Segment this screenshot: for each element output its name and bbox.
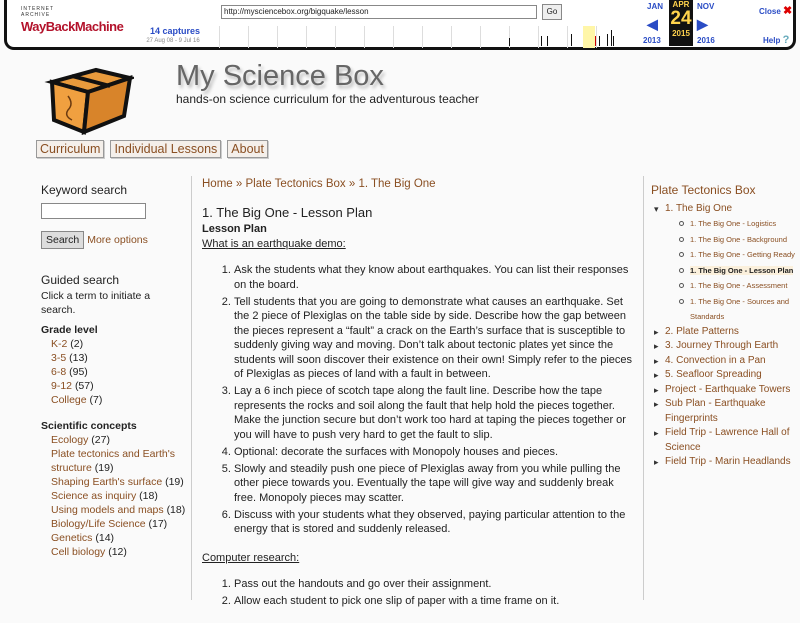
grade-list bbox=[41, 337, 189, 407]
list-item bbox=[51, 503, 189, 517]
prev-arrow-icon[interactable]: ◀ bbox=[647, 16, 658, 32]
term-count: (57) bbox=[74, 380, 94, 392]
term-count: (2) bbox=[70, 338, 84, 350]
term-count: (95) bbox=[69, 366, 88, 378]
capture-sparkline[interactable] bbox=[219, 26, 621, 48]
step-item: 1. Ask the students what they know about earthquakes. You can list their responses on the board. bbox=[234, 263, 634, 292]
capture-tick[interactable] bbox=[547, 36, 548, 46]
guided-search-text: Click a term to initiate a search. bbox=[41, 290, 151, 316]
logo-box-icon[interactable] bbox=[44, 60, 134, 135]
list-item bbox=[51, 393, 189, 407]
step-item: 1. Pass out the handouts and go over their assignment. bbox=[234, 577, 634, 592]
more-options-link[interactable]: More options bbox=[87, 234, 148, 246]
grid-line bbox=[248, 26, 249, 48]
demo-steps bbox=[202, 263, 634, 537]
left-sidebar bbox=[41, 183, 189, 559]
site-title[interactable]: My Science Box bbox=[176, 60, 384, 92]
list-item bbox=[51, 531, 189, 545]
tree-item[interactable] bbox=[651, 339, 796, 354]
term-link[interactable]: 3-5 bbox=[51, 352, 67, 364]
list-item bbox=[51, 545, 189, 559]
tree-item-link[interactable]: Sub Plan - Earthquake Fingerprints bbox=[665, 398, 766, 424]
url-input[interactable]: http://mysciencebox.org/bigquake/lesson bbox=[221, 5, 537, 19]
term-link[interactable]: Cell biology bbox=[51, 546, 106, 558]
grid-line bbox=[306, 26, 307, 48]
concepts-heading: Scientific concepts bbox=[41, 420, 137, 432]
tree-item-link[interactable]: 4. Convection in a Pan bbox=[665, 354, 766, 366]
grid-line bbox=[393, 26, 394, 48]
term-count: (13) bbox=[69, 352, 88, 364]
search-button[interactable]: Search bbox=[41, 231, 84, 249]
nav-curriculum[interactable]: Curriculum bbox=[36, 140, 104, 158]
tree-item[interactable] bbox=[651, 325, 796, 340]
capture-tick[interactable] bbox=[571, 34, 572, 46]
step-item: 4. Optional: decorate the surfaces with Monopoly houses and pieces. bbox=[234, 445, 634, 460]
tree-item[interactable]: ▾ 1. The Big One 1. The Big One - Logistics 1. The Big One - Background 1. The Big One - Getting Ready 1. The Big One - Lesson Plan 1. The Big One - Assessment 1. The Big One - Sources and Standards bbox=[651, 202, 796, 325]
grid-line bbox=[480, 26, 481, 48]
box-heading[interactable]: Plate Tectonics Box bbox=[651, 183, 756, 197]
term-count: (19) bbox=[165, 476, 184, 488]
capture-tick[interactable] bbox=[607, 34, 608, 46]
tree-child-link[interactable]: 1. The Big One - Getting Ready bbox=[690, 250, 795, 259]
list-item bbox=[51, 517, 189, 531]
grid-line bbox=[364, 26, 365, 48]
breadcrumb-lesson[interactable]: 1. The Big One bbox=[358, 178, 436, 190]
page-subtitle: Lesson Plan bbox=[202, 223, 267, 235]
tree-item-link[interactable]: Field Trip - Marin Headlands bbox=[665, 456, 791, 467]
term-link[interactable]: Biology/Life Science bbox=[51, 518, 146, 530]
term-count: (18) bbox=[166, 504, 186, 516]
tree-item[interactable] bbox=[651, 368, 796, 383]
research-steps bbox=[202, 577, 634, 609]
go-button[interactable]: Go bbox=[542, 4, 562, 20]
capture-tick[interactable] bbox=[599, 36, 600, 46]
term-count: (12) bbox=[108, 546, 127, 558]
tree-child-link[interactable]: 1. The Big One - Lesson Plan bbox=[690, 265, 794, 275]
concept-list bbox=[41, 433, 189, 559]
logo-main-text: WayBackMachine bbox=[21, 19, 124, 34]
list-item bbox=[51, 447, 189, 475]
nav-about[interactable]: About bbox=[227, 140, 268, 158]
tree-child[interactable] bbox=[679, 294, 796, 325]
step-item: 2. Allow each student to pick one slip of paper with a time frame on it. bbox=[234, 594, 634, 609]
current-date: APR 24 2015 bbox=[669, 0, 693, 46]
tree-child[interactable] bbox=[679, 232, 796, 248]
capture-tick[interactable] bbox=[509, 38, 510, 46]
main-content bbox=[202, 177, 634, 623]
list-item bbox=[51, 433, 189, 447]
section-heading: What is an earthquake demo: bbox=[202, 237, 346, 250]
term-link[interactable]: 6-8 bbox=[51, 366, 67, 378]
keyword-search-heading: Keyword search bbox=[41, 183, 128, 197]
guided-search-heading: Guided search bbox=[41, 273, 120, 287]
tree-child[interactable] bbox=[679, 216, 796, 232]
next-year[interactable]: 2016 bbox=[697, 36, 715, 45]
main-nav bbox=[36, 140, 268, 158]
tree-child-link[interactable]: 1. The Big One - Background bbox=[690, 234, 788, 244]
tree-item-link[interactable]: 2. Plate Patterns bbox=[665, 325, 739, 337]
grid-line bbox=[277, 26, 278, 48]
tree-item[interactable] bbox=[651, 354, 796, 369]
wayback-toolbar bbox=[4, 0, 796, 50]
term-link[interactable]: Science as inquiry bbox=[51, 490, 137, 502]
term-link[interactable]: Shaping Earth's surface bbox=[51, 476, 163, 488]
tree-child[interactable] bbox=[679, 278, 796, 294]
tree-child-link[interactable]: 1. The Big One - Logistics bbox=[690, 219, 777, 228]
term-link[interactable]: Ecology bbox=[51, 434, 89, 446]
term-link[interactable]: K-2 bbox=[51, 338, 68, 350]
tree-item[interactable] bbox=[651, 455, 796, 470]
close-button[interactable]: Close ✖ bbox=[759, 5, 793, 17]
step-item: 5. Slowly and steadily push one piece of Plexiglas away from you while pulling the other piece towards you. Eventually the tape will give way and suddenly break free. Monopoly pieces may scatter. bbox=[234, 462, 634, 506]
divider bbox=[191, 176, 192, 600]
help-button[interactable]: Help ? bbox=[763, 34, 790, 46]
list-item bbox=[51, 489, 189, 503]
grid-line bbox=[451, 26, 452, 48]
calendar-nav bbox=[643, 0, 727, 48]
term-link[interactable]: College bbox=[51, 394, 87, 406]
term-link[interactable]: Using models and maps bbox=[51, 504, 164, 516]
next-arrow-icon[interactable]: ▶ bbox=[697, 16, 708, 32]
tree-child-link[interactable]: 1. The Big One - Assessment bbox=[690, 281, 788, 290]
grid-line bbox=[422, 26, 423, 48]
tree-item[interactable] bbox=[651, 383, 796, 398]
tree-item[interactable] bbox=[651, 397, 796, 426]
list-item bbox=[51, 337, 189, 351]
next-month-link[interactable]: NOV bbox=[697, 2, 715, 11]
tree-item-link[interactable]: 5. Seafloor Spreading bbox=[665, 369, 762, 380]
site-tagline: hands-on science curriculum for the adventurous teacher bbox=[176, 92, 479, 106]
logo-top-text: INTERNET ARCHIVE bbox=[21, 6, 54, 18]
list-item bbox=[51, 351, 189, 365]
close-icon: ✖ bbox=[783, 5, 793, 17]
term-count: (14) bbox=[95, 532, 115, 544]
term-count: (19) bbox=[94, 462, 114, 474]
tree-child-link[interactable]: 1. The Big One - Sources and Standards bbox=[690, 296, 790, 321]
tree-item[interactable] bbox=[651, 426, 796, 455]
term-link[interactable]: Genetics bbox=[51, 532, 93, 544]
tree-item-link[interactable]: Project - Earthquake Towers bbox=[665, 383, 791, 395]
help-icon: ? bbox=[782, 34, 790, 46]
nav-individual-lessons[interactable]: Individual Lessons bbox=[110, 140, 221, 158]
grid-line bbox=[219, 26, 220, 48]
capture-tick[interactable] bbox=[611, 30, 612, 46]
grade-level-heading: Grade level bbox=[41, 324, 98, 336]
capture-tick[interactable] bbox=[541, 36, 542, 46]
tree-child[interactable] bbox=[679, 263, 796, 279]
term-count: (7) bbox=[89, 394, 103, 406]
right-sidebar bbox=[651, 183, 796, 470]
captures-link[interactable]: 14 captures bbox=[149, 26, 201, 36]
step-item: 2. Tell students that you are going to demonstrate what causes an earthquake. Set the 2 piece of Plexiglas on the table side by side. Describe how the gap between the pieces represent a “fault” a crack on the Earth’s surface that is susceptible to suddenly giving way and moving. Don’t talk about tectonic plates yet since the students will soon discover their existence on their own! Simply refer to the pieces of Plexiglas as pieces of land with a fault in between. bbox=[234, 295, 634, 382]
step-item: 3. Lay a 6 inch piece of scotch tape along the fault line. Describe how the tape represents the rocks and soil along the fault that help hold the pieces together. Make the junction secure but don’t work too hard at taping the pieces together or you will have to push very hard to get the fault to slip. bbox=[234, 384, 634, 442]
term-link[interactable]: 9-12 bbox=[51, 380, 73, 392]
term-count: (27) bbox=[91, 434, 110, 446]
tree-item-link[interactable]: Field Trip - Lawrence Hall of Science bbox=[665, 427, 790, 453]
step-item: 6. Discuss with your students what they observed, paying particular attention to the energy that is stored and suddenly released. bbox=[234, 508, 634, 537]
current-year-highlight bbox=[583, 26, 595, 48]
prev-year[interactable]: 2013 bbox=[643, 36, 661, 45]
term-count: (18) bbox=[139, 490, 158, 502]
lesson-tree bbox=[651, 202, 796, 470]
keyword-search-input[interactable] bbox=[41, 203, 146, 219]
grid-line bbox=[567, 26, 568, 48]
list-item bbox=[51, 379, 189, 393]
section-heading: Computer research: bbox=[202, 551, 300, 564]
breadcrumb-home[interactable]: Home bbox=[202, 178, 233, 190]
term-count: (17) bbox=[148, 518, 168, 530]
tree-item-link[interactable]: 3. Journey Through Earth bbox=[665, 340, 779, 351]
wayback-logo[interactable] bbox=[21, 6, 124, 34]
list-item bbox=[51, 365, 189, 379]
grid-line bbox=[596, 26, 597, 48]
divider bbox=[643, 176, 644, 600]
capture-tick[interactable] bbox=[613, 36, 614, 46]
capture-range: 27 Aug 08 - 9 Jul 16 bbox=[146, 38, 200, 44]
grid-line bbox=[538, 26, 539, 48]
tree-child[interactable] bbox=[679, 247, 796, 263]
term-link[interactable]: Plate tectonics and Earth's structure bbox=[51, 448, 175, 474]
grid-line bbox=[335, 26, 336, 48]
breadcrumb-box[interactable]: Plate Tectonics Box bbox=[245, 178, 346, 190]
capture-tick[interactable] bbox=[595, 36, 596, 46]
list-item bbox=[51, 475, 189, 489]
page-title: 1. The Big One - Lesson Plan bbox=[202, 204, 373, 220]
breadcrumb: Home » Plate Tectonics Box » 1. The Big One bbox=[202, 178, 436, 190]
prev-month-link[interactable]: JAN bbox=[647, 2, 664, 11]
